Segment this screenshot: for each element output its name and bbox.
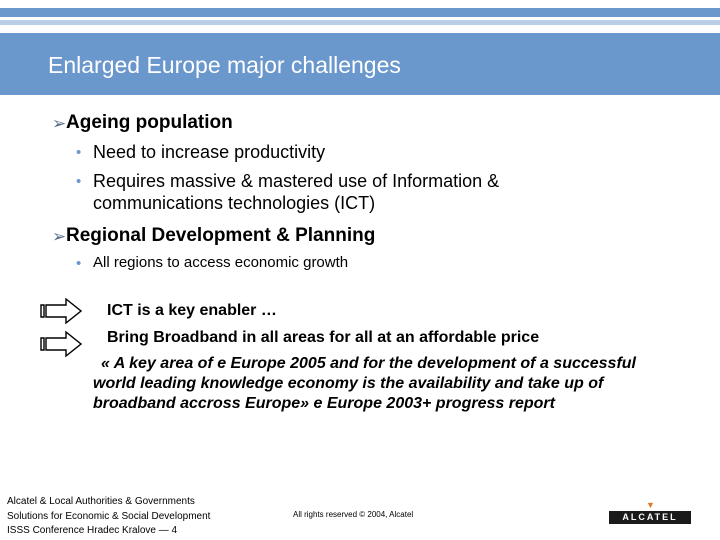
- bullet-regional: Regional Development & Planning: [66, 225, 376, 246]
- footer-line: ISSS Conference Hradec Kralove — 4: [7, 525, 178, 536]
- top-stripe: [0, 8, 720, 17]
- quote-line: broadband accross Europe» e Europe 2003+ progress report: [93, 395, 555, 412]
- sub-bullet: All regions to access economic growth: [93, 254, 349, 271]
- arrowhead-bullet-icon: ➢: [52, 114, 67, 133]
- copyright-text: All rights reserved © 2004, Alcatel: [293, 510, 414, 519]
- alcatel-logo: ALCATEL: [609, 511, 691, 524]
- dot-bullet-icon: •: [76, 173, 82, 190]
- footer-line: Alcatel & Local Authorities & Governments: [7, 496, 195, 507]
- callout-broadband: Bring Broadband in all areas for all at an affordable price: [107, 329, 540, 346]
- slide-title: Enlarged Europe major challenges: [48, 52, 401, 78]
- bullet-ageing: Ageing population: [66, 112, 233, 133]
- hollow-right-arrow-icon: [40, 298, 82, 324]
- logo-mark-icon: ▼: [646, 500, 655, 510]
- quote-line: world leading knowledge economy is the availability and take up of: [93, 375, 604, 392]
- hollow-right-arrow-icon: [40, 331, 82, 357]
- dot-bullet-icon: •: [76, 255, 82, 272]
- sub-bullet: Requires massive & mastered use of Information &: [93, 171, 500, 191]
- footer-line: Solutions for Economic & Social Development: [7, 511, 211, 522]
- dot-bullet-icon: •: [76, 144, 82, 161]
- arrowhead-bullet-icon: ➢: [52, 227, 67, 246]
- callout-ict: ICT is a key enabler …: [107, 302, 277, 319]
- top-stripe-light: [0, 20, 720, 25]
- sub-bullet: Need to increase productivity: [93, 142, 326, 162]
- sub-bullet-continuation: communications technologies (ICT): [93, 193, 376, 213]
- quote-line: « A key area of e Europe 2005 and for the development of a successful: [101, 355, 636, 372]
